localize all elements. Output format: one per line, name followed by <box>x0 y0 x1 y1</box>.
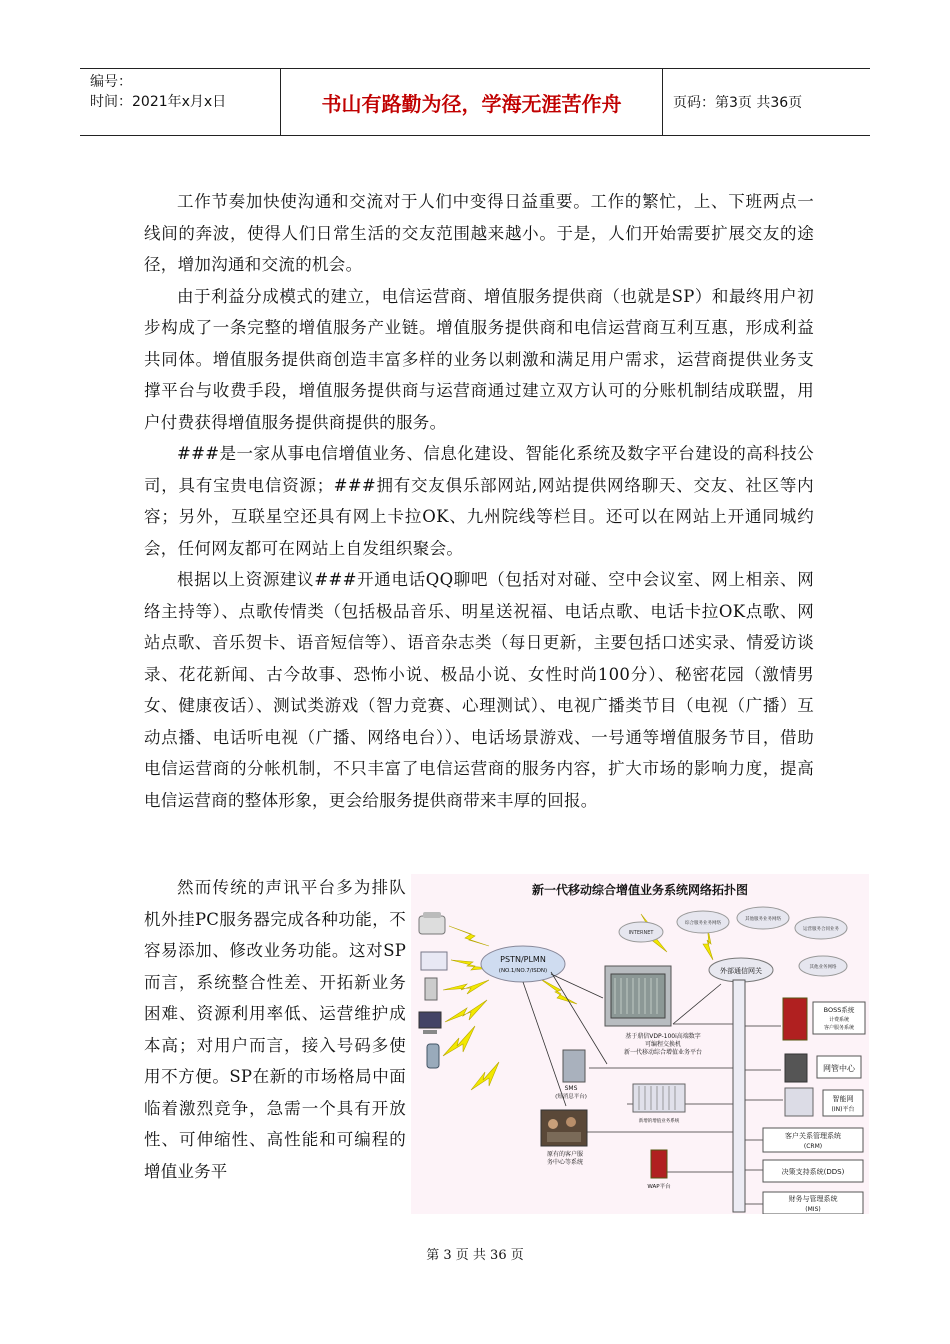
svg-text:(CRM): (CRM) <box>803 1143 823 1150</box>
fax-icon <box>421 952 447 970</box>
computer-icon <box>419 1012 441 1034</box>
svg-text:客户服务系统: 客户服务系统 <box>823 1025 855 1031</box>
gateway-cloud <box>709 958 773 982</box>
svg-text:运营服务合同业务: 运营服务合同业务 <box>803 927 839 932</box>
svg-text:智能网: 智能网 <box>832 1095 854 1103</box>
svg-text:SMS: SMS <box>564 1085 578 1092</box>
svg-text:INTERNET: INTERNET <box>628 930 654 936</box>
internet-cloud <box>619 922 663 942</box>
svg-text:可编程交换机: 可编程交换机 <box>644 1041 682 1048</box>
svg-text:计费系统: 计费系统 <box>828 1017 850 1023</box>
backbone-bus <box>733 980 745 1212</box>
time-label: 时间：2021年x月x日 <box>90 94 227 110</box>
svg-text:新增的增值业务系统: 新增的增值业务系统 <box>638 1119 680 1124</box>
telephone-icon <box>419 912 445 934</box>
svg-text:原有的客户服: 原有的客户服 <box>546 1151 584 1158</box>
svg-text:网管中心: 网管中心 <box>823 1064 855 1073</box>
service-cloud-c <box>795 917 847 939</box>
page-header <box>80 68 870 136</box>
svg-text:WAP平台: WAP平台 <box>647 1184 671 1190</box>
svg-text:财务与管理系统: 财务与管理系统 <box>788 1195 838 1203</box>
pda-icon <box>425 978 437 1000</box>
side-text <box>144 872 406 1187</box>
svg-text:(IN)平台: (IN)平台 <box>831 1106 855 1113</box>
mobile-phone-icon <box>427 1044 439 1068</box>
diagram-title: 新一代移动综合增值业务系统网络拓扑图 <box>531 883 749 897</box>
wap-server <box>647 1150 671 1190</box>
svg-text:(MIS): (MIS) <box>805 1206 821 1213</box>
mis-system <box>763 1192 863 1214</box>
paragraph-2: 由于利益分成模式的建立，电信运营商、增值服务提供商（也就是SP）和最终用户初步构成了一条完整的增值服务产业链。增值服务提供商和电信运营商互利互惠，形成利益共同体。增值服务提供商创造丰富多样的业务以刺激和满足用户需求，运营商提供业务支撑平台与收费手段，增值服务提供商与运营商通过建立双方认可的分账机制结成联盟，用户付费获得增值服务提供商提供的服务。 <box>144 286 814 432</box>
page-footer: 第 3 页 共 36 页 <box>426 1248 524 1263</box>
network-management-center <box>785 1054 861 1082</box>
header-motto: 书山有路勤为径，学海无涯苦作舟 <box>281 69 663 135</box>
svg-text:其他服务业务网络: 其他服务业务网络 <box>745 917 781 922</box>
code-label: 编号： <box>90 74 132 90</box>
boss-system <box>783 998 865 1040</box>
diagram-svg <box>411 874 869 1214</box>
header-page-info: 页码：第3页 共36页 <box>673 95 803 111</box>
call-center-photo <box>541 1110 587 1166</box>
paragraph-3: ###是一家从事电信增值业务、信息化建设、智能化系统及数字平台建设的高科技公司，具有宝贵电信资源；###拥有交友俱乐部网站,网站提供网络聊天、交友、社区等内容；另外，互联星空还具有网上卡拉OK、九州院线等栏目。还可以在网站上开通同城约会，任何网友都可在网站上自发组织聚会。 <box>144 444 814 558</box>
svg-text:客户关系管理系统: 客户关系管理系统 <box>785 1132 841 1140</box>
svg-text:(NO.1/NO.7/ISDN): (NO.1/NO.7/ISDN) <box>498 968 548 974</box>
svg-text:PSTN/PLMN: PSTN/PLMN <box>500 955 546 964</box>
svg-text:其他业务网络: 其他业务网络 <box>809 965 837 970</box>
sms-server <box>555 1050 587 1100</box>
svg-text:BOSS系统: BOSS系统 <box>823 1006 855 1014</box>
service-servers <box>633 1084 685 1124</box>
svg-text:(短消息平台): (短消息平台) <box>555 1094 587 1100</box>
body-text <box>144 186 814 816</box>
svg-text:基于鼎信VDP-100i高端数字: 基于鼎信VDP-100i高端数字 <box>625 1033 701 1040</box>
paragraph-1: 工作节奏加快使沟通和交流对于人们中变得日益重要。工作的繁忙，上、下班两点一线间的奔波，使得人们日常生活的交友范围越来越小。于是，人们开始需要扩展交友的途径，增加沟通和交流的机会。 <box>144 192 814 274</box>
svg-text:决策支持系统(DDS): 决策支持系统(DDS) <box>781 1168 845 1176</box>
digital-switch <box>605 966 702 1056</box>
pstn-cloud <box>481 946 565 982</box>
svg-text:外部通信网关: 外部通信网关 <box>720 967 762 975</box>
paragraph-4: 根据以上资源建议###开通电话QQ聊吧（包括对对碰、空中会议室、网上相亲、网络主持等）、点歌传情类（包括极品音乐、明星送祝福、电话点歌、电话卡拉OK点歌、网站点歌、音乐贺卡、语音短信等）、语音杂志类（每日更新，主要包括口述实录、情爱访谈录、花花新闻、古今故事、恐怖小说、极品小说、女性时尚100分）、秘密花园（激情男女、健康夜话）、测试类游戏（智力竞赛、心理测试）、电视广播类节目（电视（广播）互动点播、电话听电视（广播、网络电台））、电话场景游戏、一号通等增值服务节目，借助电信运营商的分帐机制，不只丰富了电信运营商的服务内容，扩大市场的影响力度，提高电信运营商的整体形象，更会给服务提供商带来丰厚的回报。 <box>144 570 814 810</box>
svg-text:综合服务业务网络: 综合服务业务网络 <box>685 921 721 926</box>
svg-text:务中心等系统: 务中心等系统 <box>546 1159 584 1166</box>
network-topology-diagram <box>411 874 869 1214</box>
header-meta <box>80 69 281 135</box>
svg-text:新一代移动综合增值业务平台: 新一代移动综合增值业务平台 <box>623 1049 703 1056</box>
crm-system <box>763 1128 863 1152</box>
service-cloud-a <box>677 911 729 933</box>
service-cloud-b <box>737 907 789 929</box>
paragraph-5: 然而传统的声讯平台多为排队机外挂PC服务器完成各种功能，不容易添加、修改业务功能。这对SP而言，系统整合性差、开拓新业务困难、资源利用率低、运营维护成本高；对用户而言，接入号码多使用不方便。SP在新的市场格局中面临着激烈竞争，急需一个具有开放性、可伸缩性、高性能和可编程的增值业务平 <box>144 878 406 1181</box>
service-cloud-d <box>799 956 847 976</box>
dds-system <box>763 1160 863 1182</box>
intelligent-network <box>785 1088 863 1116</box>
